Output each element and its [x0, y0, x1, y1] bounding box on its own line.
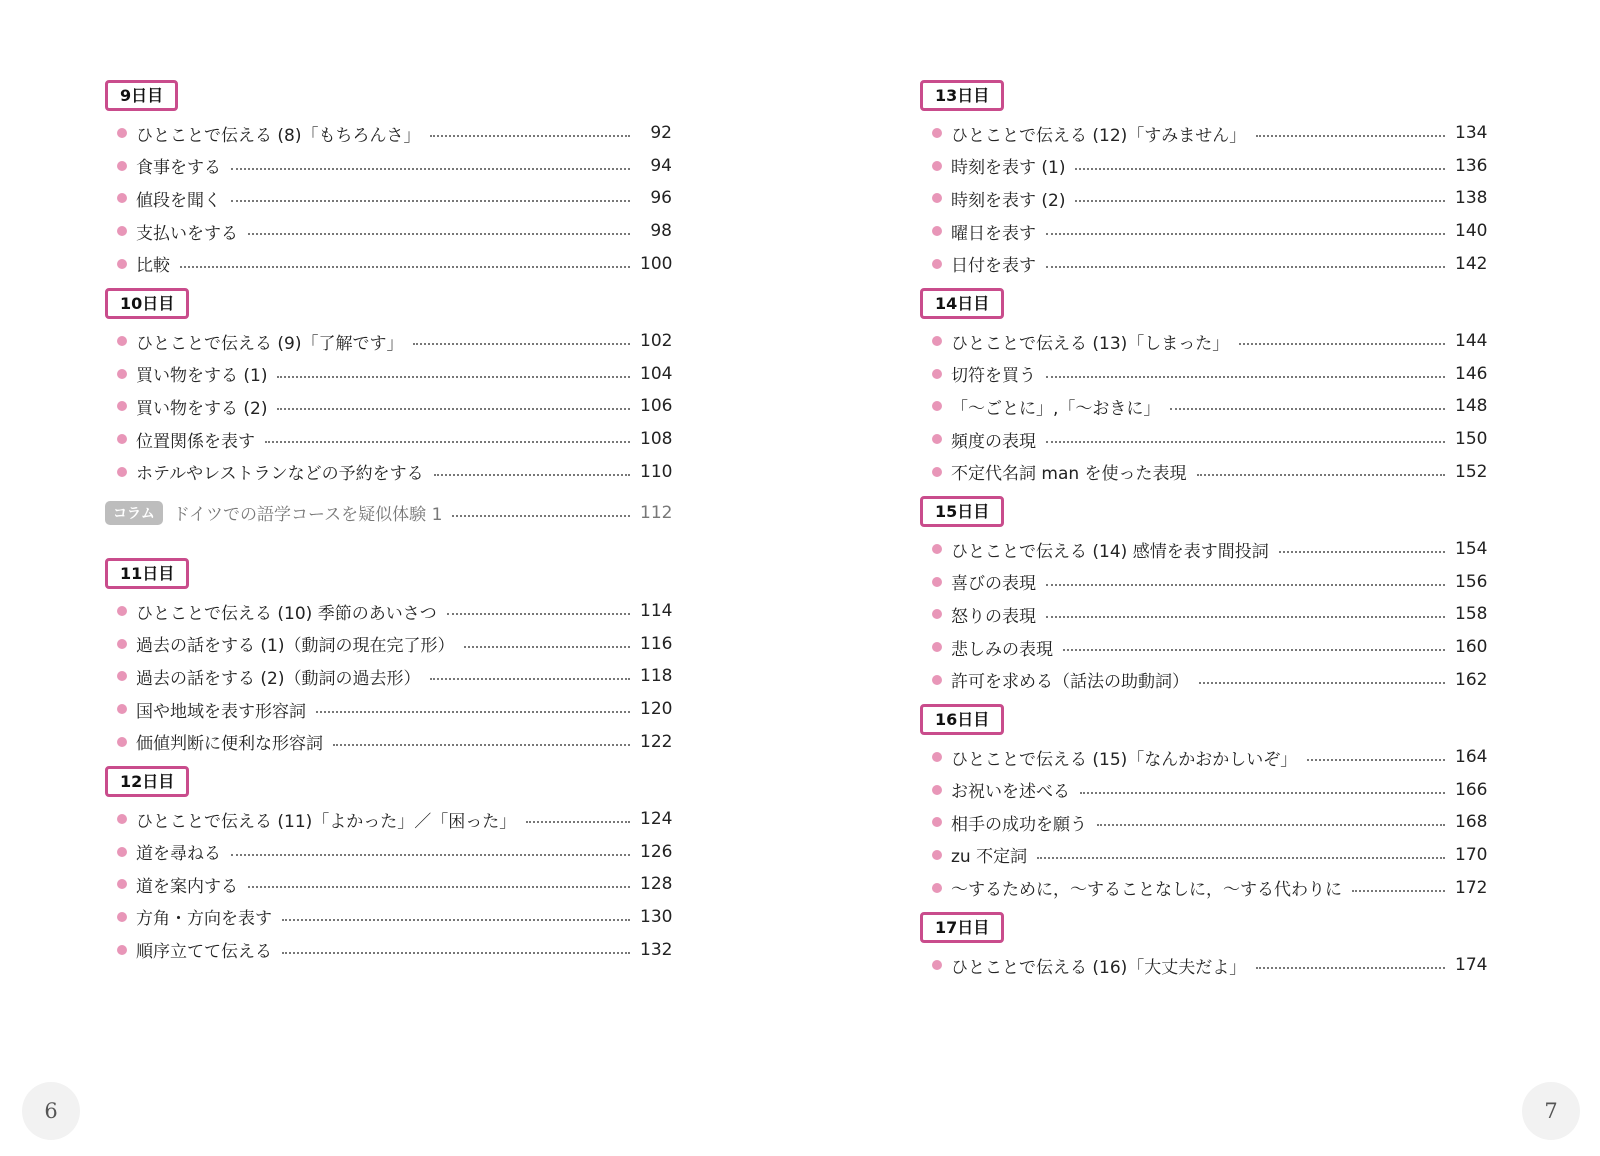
entry-page-number: 130	[640, 906, 673, 927]
entry-title: zu 不定詞	[951, 847, 1028, 868]
entry-title: ひとことで伝える (13)「しまった」	[951, 333, 1230, 354]
entry-title: ひとことで伝える (11)「よかった」／「困った」	[136, 811, 517, 832]
column-tag: コラム	[105, 501, 163, 525]
bullet-icon	[117, 259, 127, 269]
bullet-icon	[932, 675, 942, 685]
entry-page-number: 144	[1455, 331, 1488, 352]
dotted-leader	[231, 200, 630, 202]
dotted-leader	[1170, 408, 1445, 410]
dotted-leader	[1199, 682, 1445, 684]
bullet-icon	[117, 671, 127, 681]
dotted-leader	[1075, 168, 1445, 170]
toc-entry[interactable]	[105, 358, 672, 391]
entry-page-number: 96	[650, 188, 672, 209]
toc-entry[interactable]	[920, 455, 1487, 488]
day-section	[105, 288, 672, 488]
dotted-leader	[1307, 759, 1445, 761]
dotted-leader	[1046, 616, 1445, 618]
bullet-icon	[932, 960, 942, 970]
page-number-left: 6	[22, 1082, 80, 1140]
entry-title: 価値判断に便利な形容詞	[136, 734, 323, 755]
toc-entry[interactable]	[105, 868, 672, 901]
toc-entry[interactable]	[105, 725, 672, 758]
entry-title: 値段を聞く	[136, 190, 221, 211]
toc-entry[interactable]	[105, 836, 672, 869]
day-label: 15日目	[920, 496, 1004, 527]
dotted-leader	[1046, 266, 1445, 268]
toc-entry[interactable]	[920, 949, 1487, 982]
entry-title: ひとことで伝える (10) 季節のあいさつ	[136, 603, 437, 624]
bullet-icon	[117, 226, 127, 236]
toc-entry[interactable]	[105, 660, 672, 693]
bullet-icon	[932, 609, 942, 619]
toc-entry[interactable]	[920, 358, 1487, 391]
entry-page-number: 92	[650, 123, 672, 144]
entry-page-number: 102	[640, 331, 673, 352]
entry-page-number: 160	[1455, 637, 1488, 658]
entry-title: ひとことで伝える (16)「大丈夫だよ」	[951, 957, 1247, 978]
dotted-leader	[1037, 857, 1445, 859]
toc-entry[interactable]	[105, 628, 672, 661]
dotted-leader	[413, 343, 630, 345]
toc-entry[interactable]	[105, 325, 672, 358]
entry-page-number: 170	[1455, 844, 1488, 865]
toc-entry[interactable]	[920, 423, 1487, 456]
bullet-icon	[932, 785, 942, 795]
bullet-icon	[117, 737, 127, 747]
entry-page-number: 124	[640, 809, 673, 830]
day-label: 14日目	[920, 288, 1004, 319]
entry-title: ～するために，～することなしに，～する代わりに	[951, 880, 1342, 901]
bullet-icon	[117, 945, 127, 955]
entry-page-number: 142	[1455, 253, 1488, 274]
day-section	[920, 80, 1487, 280]
dotted-leader	[1046, 233, 1445, 235]
dotted-leader	[282, 919, 630, 921]
bullet-icon	[932, 752, 942, 762]
entry-title: 支払いをする	[136, 223, 238, 244]
bullet-icon	[932, 467, 942, 477]
day-label: 17日目	[920, 912, 1004, 943]
dotted-leader	[447, 613, 630, 615]
entry-page-number: 152	[1455, 461, 1488, 482]
dotted-leader	[1256, 135, 1445, 137]
bullet-icon	[117, 193, 127, 203]
dotted-leader	[231, 168, 630, 170]
dotted-leader	[333, 744, 630, 746]
bullet-icon	[932, 577, 942, 587]
entry-title: 買い物をする (1)	[136, 366, 268, 387]
toc-entry[interactable]	[105, 933, 672, 966]
entry-page-number: 148	[1455, 396, 1488, 417]
bullet-icon	[932, 226, 942, 236]
entry-page-number: 134	[1455, 123, 1488, 144]
entry-title: ひとことで伝える (15)「なんかおかしいぞ」	[951, 749, 1298, 770]
dotted-leader	[231, 854, 630, 856]
entry-page-number: 154	[1455, 539, 1488, 560]
toc-entry[interactable]	[920, 839, 1487, 872]
dotted-leader	[1080, 792, 1445, 794]
entry-page-number: 108	[640, 429, 673, 450]
toc-entry[interactable]	[105, 693, 672, 726]
entry-title: 日付を表す	[951, 256, 1036, 277]
entry-page-number: 136	[1455, 155, 1488, 176]
toc-entry[interactable]	[105, 595, 672, 628]
entry-page-number: 140	[1455, 221, 1488, 242]
toc-entry[interactable]	[920, 215, 1487, 248]
entry-page-number: 106	[640, 396, 673, 417]
bullet-icon	[117, 434, 127, 444]
toc-entry[interactable]	[105, 803, 672, 836]
day-section	[920, 704, 1487, 904]
day-label: 13日目	[920, 80, 1004, 111]
entry-title: 相手の成功を願う	[951, 814, 1087, 835]
dotted-leader	[248, 233, 630, 235]
bullet-icon	[932, 336, 942, 346]
entry-page-number: 118	[640, 666, 673, 687]
toc-entry[interactable]	[105, 247, 672, 280]
entry-title: 国や地域を表す形容詞	[136, 701, 306, 722]
toc-entry[interactable]	[105, 455, 672, 488]
dotted-leader	[1352, 890, 1445, 892]
entry-title: 食事をする	[136, 158, 221, 179]
toc-entry[interactable]	[920, 806, 1487, 839]
day-label: 16日目	[920, 704, 1004, 735]
entry-title: 時刻を表す (1)	[951, 158, 1066, 179]
toc-right-column	[920, 80, 1487, 989]
bullet-icon	[117, 467, 127, 477]
toc-entry[interactable]	[920, 150, 1487, 183]
bullet-icon	[932, 128, 942, 138]
toc-entry[interactable]	[105, 215, 672, 248]
toc-entry[interactable]	[920, 871, 1487, 904]
toc-entry[interactable]	[105, 901, 672, 934]
toc-entry[interactable]	[105, 423, 672, 456]
entry-page-number: 104	[640, 363, 673, 384]
toc-entry[interactable]	[920, 182, 1487, 215]
entry-page-number: 166	[1455, 779, 1488, 800]
bullet-icon	[117, 161, 127, 171]
toc-entry[interactable]	[920, 390, 1487, 423]
entry-title: 買い物をする (2)	[136, 398, 268, 419]
entry-title: 喜びの表現	[951, 574, 1036, 595]
dotted-leader	[265, 441, 630, 443]
dotted-leader	[1046, 441, 1445, 443]
bullet-icon	[932, 642, 942, 652]
entry-title: お祝いを述べる	[951, 782, 1070, 803]
day-section	[105, 80, 672, 280]
dotted-leader	[1046, 376, 1445, 378]
dotted-leader	[316, 711, 630, 713]
bullet-icon	[117, 369, 127, 379]
day-label: 11日目	[105, 558, 189, 589]
toc-entry[interactable]	[920, 325, 1487, 358]
entry-page-number: 116	[640, 633, 673, 654]
toc-entry[interactable]	[920, 774, 1487, 807]
entry-title: ひとことで伝える (9)「了解です」	[136, 333, 404, 354]
toc-entry[interactable]	[920, 631, 1487, 664]
dotted-leader	[1046, 584, 1445, 586]
entry-page-number: 94	[650, 155, 672, 176]
entry-title: 切符を買う	[951, 366, 1036, 387]
dotted-leader	[277, 376, 630, 378]
column-entry[interactable]	[105, 496, 672, 530]
entry-page-number: 98	[650, 221, 672, 242]
entry-page-number: 164	[1455, 747, 1488, 768]
entry-page-number: 126	[640, 841, 673, 862]
entry-title: 比較	[136, 256, 170, 277]
bullet-icon	[932, 401, 942, 411]
entry-title: ひとことで伝える (12)「すみません」	[951, 125, 1247, 146]
bullet-icon	[932, 817, 942, 827]
entry-page-number: 138	[1455, 188, 1488, 209]
day-section	[920, 496, 1487, 696]
dotted-leader	[1279, 551, 1445, 553]
day-section	[920, 912, 1487, 982]
bullet-icon	[117, 912, 127, 922]
day-section	[105, 558, 672, 758]
entry-title: 時刻を表す (2)	[951, 190, 1066, 211]
entry-title: 道を尋ねる	[136, 844, 221, 865]
dotted-leader	[282, 952, 630, 954]
entry-title: 悲しみの表現	[951, 639, 1053, 660]
entry-page-number: 162	[1455, 669, 1488, 690]
dotted-leader	[248, 886, 630, 888]
toc-entry[interactable]	[105, 390, 672, 423]
entry-title: 道を案内する	[136, 876, 238, 897]
day-label: 12日目	[105, 766, 189, 797]
day-section	[105, 766, 672, 966]
dotted-leader	[1197, 474, 1445, 476]
bullet-icon	[117, 401, 127, 411]
dotted-leader	[464, 646, 630, 648]
entry-title: 方角・方向を表す	[136, 909, 272, 930]
bullet-icon	[117, 814, 127, 824]
toc-entry[interactable]	[105, 150, 672, 183]
dotted-leader	[430, 135, 630, 137]
day-label: 9日目	[105, 80, 178, 111]
entry-title: 位置関係を表す	[136, 431, 255, 452]
dotted-leader	[452, 515, 630, 517]
dotted-leader	[526, 821, 630, 823]
entry-page-number: 110	[640, 461, 673, 482]
entry-title: ひとことで伝える (14) 感情を表す間投詞	[951, 541, 1269, 562]
toc-entry[interactable]	[920, 117, 1487, 150]
bullet-icon	[117, 879, 127, 889]
entry-page-number: 156	[1455, 571, 1488, 592]
day-label: 10日目	[105, 288, 189, 319]
entry-page-number: 122	[640, 731, 673, 752]
entry-title: 頻度の表現	[951, 431, 1036, 452]
dotted-leader	[1239, 343, 1445, 345]
bullet-icon	[932, 193, 942, 203]
entry-page-number: 132	[640, 939, 673, 960]
bullet-icon	[932, 161, 942, 171]
bullet-icon	[117, 704, 127, 714]
bullet-icon	[932, 369, 942, 379]
toc-entry[interactable]	[920, 566, 1487, 599]
entry-page-number: 150	[1455, 429, 1488, 450]
bullet-icon	[117, 336, 127, 346]
column-title: ドイツでの語学コースを疑似体験 1	[172, 505, 443, 526]
entry-page-number: 174	[1455, 955, 1488, 976]
toc-entry[interactable]	[105, 182, 672, 215]
toc-entry[interactable]	[920, 663, 1487, 696]
entry-page-number: 120	[640, 699, 673, 720]
bullet-icon	[117, 847, 127, 857]
bullet-icon	[117, 606, 127, 616]
dotted-leader	[1097, 824, 1445, 826]
dotted-leader	[1075, 200, 1445, 202]
entry-page-number: 146	[1455, 363, 1488, 384]
dotted-leader	[430, 678, 630, 680]
entry-title: ホテルやレストランなどの予約をする	[136, 464, 424, 485]
bullet-icon	[932, 883, 942, 893]
bullet-icon	[932, 434, 942, 444]
entry-page-number: 158	[1455, 604, 1488, 625]
dotted-leader	[180, 266, 630, 268]
entry-title: 不定代名詞 man を使った表現	[951, 464, 1187, 485]
entry-page-number: 172	[1455, 877, 1488, 898]
toc-entry[interactable]	[920, 533, 1487, 566]
entry-title: 順序立てて伝える	[136, 942, 272, 963]
column-page-number: 112	[640, 502, 673, 523]
entry-page-number: 128	[640, 874, 673, 895]
entry-page-number: 168	[1455, 812, 1488, 833]
entry-title: 過去の話をする (1)（動詞の現在完了形）	[136, 636, 455, 657]
dotted-leader	[1256, 967, 1445, 969]
page-number-right: 7	[1522, 1082, 1580, 1140]
dotted-leader	[434, 474, 630, 476]
toc-left-column	[105, 80, 672, 974]
entry-page-number: 100	[640, 253, 673, 274]
toc-entry[interactable]	[920, 247, 1487, 280]
bullet-icon	[932, 259, 942, 269]
dotted-leader	[277, 408, 630, 410]
entry-title: ひとことで伝える (8)「もちろんさ」	[136, 125, 421, 146]
entry-title: 許可を求める（話法の助動詞）	[951, 672, 1189, 693]
day-section	[920, 288, 1487, 488]
dotted-leader	[1063, 649, 1445, 651]
entry-title: 「～ごとに」,「～おきに」	[951, 398, 1161, 419]
entry-title: 過去の話をする (2)（動詞の過去形）	[136, 668, 421, 689]
bullet-icon	[932, 850, 942, 860]
toc-entry[interactable]	[920, 598, 1487, 631]
bullet-icon	[117, 639, 127, 649]
toc-entry[interactable]	[920, 741, 1487, 774]
entry-title: 曜日を表す	[951, 223, 1036, 244]
entry-title: 怒りの表現	[951, 606, 1036, 627]
toc-entry[interactable]	[105, 117, 672, 150]
bullet-icon	[117, 128, 127, 138]
bullet-icon	[932, 544, 942, 554]
entry-page-number: 114	[640, 601, 673, 622]
